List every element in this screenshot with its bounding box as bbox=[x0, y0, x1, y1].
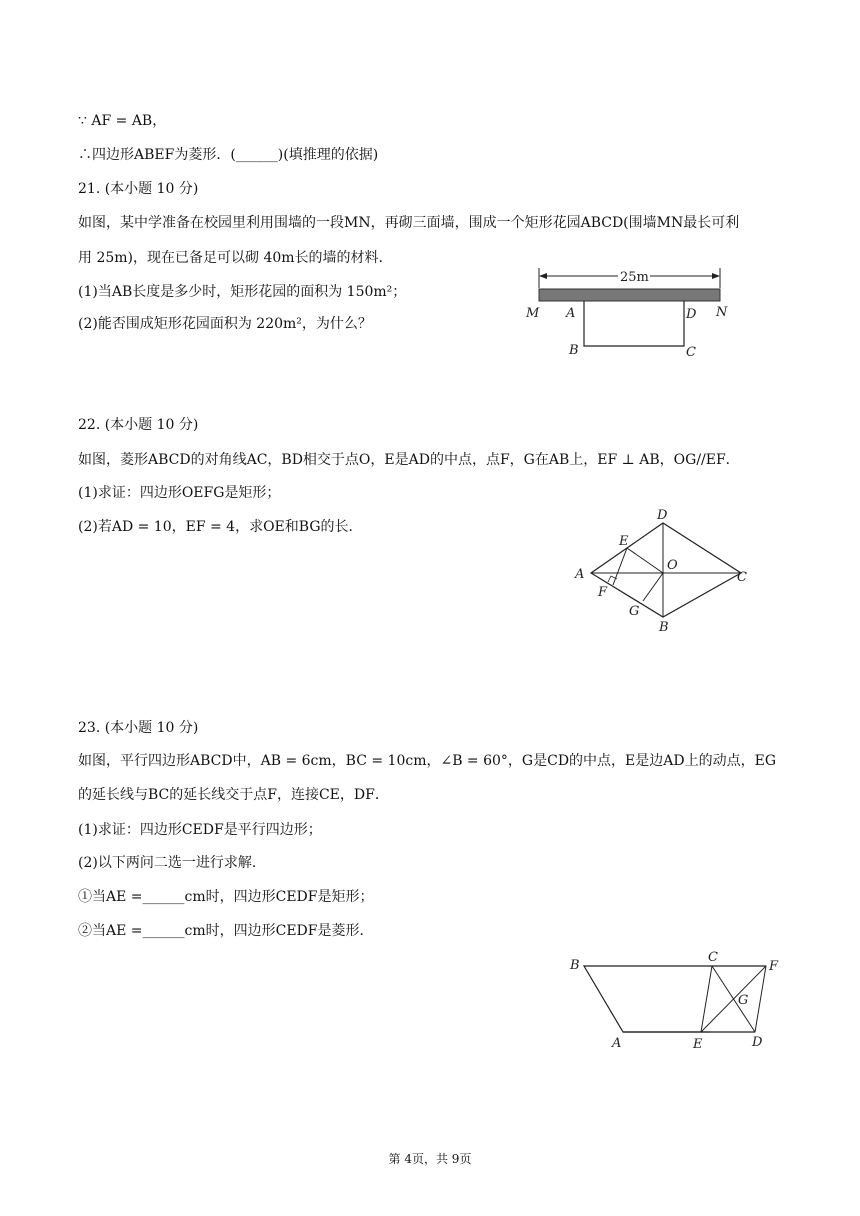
q21-label-a: A bbox=[566, 306, 576, 321]
garden-rectangle bbox=[584, 301, 684, 346]
q21-label-d: D bbox=[686, 307, 697, 322]
q21-label-n: N bbox=[716, 305, 728, 320]
q23-label-e: E bbox=[693, 1037, 703, 1052]
q23-subquestion-4: ②当AE =______cm时，四边形CEDF是菱形． bbox=[78, 923, 374, 939]
q23-subquestion-3: ①当AE =______cm时，四边形CEDF是矩形； bbox=[78, 889, 374, 905]
q23-subquestion-2: (2)以下两问二选一进行求解． bbox=[78, 855, 266, 871]
q23-label-a: A bbox=[612, 1036, 622, 1051]
q23-label-f: F bbox=[769, 959, 779, 974]
q22-label-g: G bbox=[629, 604, 640, 619]
q21-label-m: M bbox=[526, 306, 540, 321]
q23-paragraph-1: 如图，平行四边形ABCD中，AB = 6cm，BC = 10cm，∠B = 60°，G是CD的中点，E是边AD上的动点，EG bbox=[78, 753, 777, 769]
q22-label-f: F bbox=[598, 585, 608, 600]
q23-subquestion-1: (1)求证：四边形CEDF是平行四边形； bbox=[78, 822, 322, 838]
line-af-ab: ∵ AF = AB， bbox=[78, 113, 167, 129]
rhombus-abcd bbox=[591, 523, 741, 617]
wall-mn bbox=[539, 289, 720, 301]
page-footer: 第 4页，共 9页 bbox=[388, 1152, 472, 1166]
q21-paragraph-1: 如图，某中学准备在校园里利用围墙的一段MN，再砌三面墙，围成一个矩形花园ABCD(围墙MN最长可利 bbox=[78, 215, 740, 231]
q23-figure bbox=[560, 945, 790, 1055]
q22-label-o: O bbox=[667, 558, 678, 573]
q23-paragraph-2: 的延长线与BC的延长线交于点F，连接CE，DF． bbox=[78, 787, 389, 803]
q21-subquestion-1: (1)当AB长度是多少时，矩形花园的面积为 150m²； bbox=[78, 284, 407, 300]
q22-label-b: B bbox=[659, 620, 669, 635]
q22-paragraph-1: 如图，菱形ABCD的对角线AC，BD相交于点O，E是AD的中点，点F，G在AB上，EF ⊥ AB，OG//EF． bbox=[78, 452, 740, 468]
q21-heading: 21. (本小题 10 分) bbox=[78, 181, 199, 197]
q23-label-b: B bbox=[570, 958, 580, 973]
q23-heading: 23. (本小题 10 分) bbox=[78, 720, 199, 736]
q23-label-d: D bbox=[752, 1035, 763, 1050]
q21-subquestion-2: (2)能否围成矩形花园面积为 220m²，为什么？ bbox=[78, 316, 372, 332]
q21-paragraph-2: 用 25m)，现在已备足可以砌 40m长的墙的材料． bbox=[78, 250, 393, 266]
q22-subquestion-2: (2)若AD = 10，EF = 4，求OE和BG的长． bbox=[78, 519, 363, 535]
q22-label-a: A bbox=[575, 567, 585, 582]
q21-dimension-label: 25m bbox=[620, 270, 649, 285]
q21-label-c: C bbox=[686, 345, 696, 360]
q23-label-c: C bbox=[708, 950, 718, 965]
q22-label-e: E bbox=[619, 534, 629, 549]
q22-label-c: C bbox=[737, 570, 747, 585]
q22-subquestion-1: (1)求证：四边形OEFG是矩形； bbox=[78, 485, 281, 501]
q22-figure bbox=[565, 505, 755, 635]
q22-label-d: D bbox=[657, 508, 668, 523]
line-rhombus-conclusion: ∴四边形ABEF为菱形．(______)(填推理的依据) bbox=[78, 147, 379, 163]
q23-label-g: G bbox=[738, 993, 749, 1008]
q21-label-b: B bbox=[569, 343, 579, 358]
q21-figure bbox=[520, 262, 740, 362]
q22-heading: 22. (本小题 10 分) bbox=[78, 417, 199, 433]
